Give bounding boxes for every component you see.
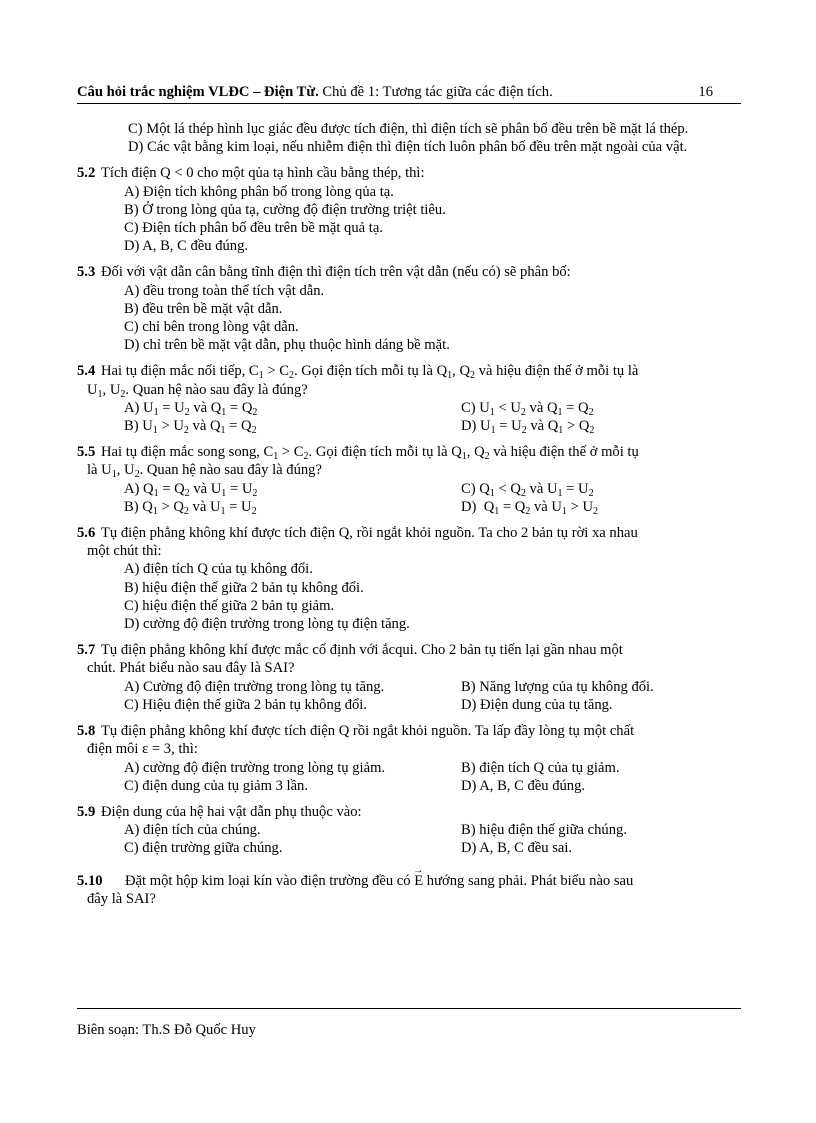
- option-c: C) điện dung của tụ giảm 3 lần.: [124, 777, 309, 794]
- question-5-8: [77, 722, 741, 795]
- question-text: Tụ điện phẳng không khí được tích điện Q rồi ngắt khỏi nguồn. Ta lấp đầy lòng tụ một chất: [101, 723, 635, 740]
- option-b: B) hiệu điện thế giữa 2 bản tụ không đổi.: [124, 579, 364, 596]
- option-d: D) A, B, C đều sai.: [461, 840, 573, 857]
- question-text: Tích điện Q < 0 cho một qủa tạ hình cầu bằng thép, thì:: [101, 165, 425, 182]
- option-c: C) Điện tích phân bố đều trên bề mặt quả tạ.: [124, 220, 383, 237]
- question-5-2: [77, 164, 741, 255]
- option-b: B) $Q_1 > Q_2$ và $U_1 = U_2$: [124, 498, 257, 517]
- question-text: Điện dung của hệ hai vật dẫn phụ thuộc vào:: [101, 803, 362, 820]
- question-number: 5.6: [77, 525, 96, 542]
- option-b: B) hiệu điện thế giữa chúng.: [461, 822, 627, 839]
- option-d: D) A, B, C đều đúng.: [124, 238, 249, 255]
- question-text: Tụ điện phẳng không khí được tích điện Q, rồi ngắt khỏi nguồn. Ta cho 2 bản tụ rời xa nhau: [101, 525, 638, 542]
- footer-rule: [77, 1008, 741, 1009]
- option-a: A) Cường độ điện trường trong lòng tụ tăng.: [124, 678, 385, 695]
- question-5-4: [77, 362, 741, 435]
- option-c: C) $Q_1 < Q_2$ và $U_1 = U_2$: [461, 480, 594, 499]
- question-5-6: [77, 524, 741, 633]
- option-d: D) Điện dung của tụ tăng.: [461, 696, 613, 713]
- page-content: [77, 120, 741, 908]
- header-title-rest: Chủ đề 1: Tương tác giữa các điện tích.: [318, 84, 553, 100]
- question-5-5: [77, 443, 741, 516]
- option-a: A) điện tích Q của tụ không đổi.: [124, 561, 313, 578]
- option-b: B) đều trên bề mặt vật dẫn.: [124, 300, 283, 317]
- header-rule: [77, 103, 741, 104]
- question-text: Hai tụ điện mắc nối tiếp, $C_1 > C_2$. Gọi điện tích mỗi tụ là $Q_1$, $Q_2$ và hiệu điện thế ở mỗi tụ là: [101, 363, 639, 382]
- option-c: C) chỉ bên trong lòng vật dẫn.: [124, 319, 299, 336]
- question-number: 5.8: [77, 723, 96, 740]
- question-text: [125, 872, 741, 890]
- question-5-3: [77, 263, 741, 354]
- page-footer: Biên soạn: Th.S Đỗ Quốc Huy: [77, 1022, 256, 1038]
- question-text-cont: một chút thì:: [87, 543, 162, 560]
- option-b: B) Năng lượng của tụ không đổi.: [461, 678, 654, 695]
- option-c: C) hiệu điện thế giữa 2 bản tụ giảm.: [124, 597, 335, 614]
- question-text-cont: $U_1$, $U_2$. Quan hệ nào sau đây là đúng?: [87, 381, 308, 400]
- question-5-7: [77, 641, 741, 714]
- question-number: 5.10: [77, 872, 103, 889]
- question-number: 5.4: [77, 363, 96, 380]
- header-title: [77, 84, 553, 101]
- option-d: D) $U_1 = U_2$ và $Q_1 > Q_2$: [461, 418, 595, 437]
- question-5-10: [77, 872, 741, 908]
- question-text-part: hướng sang phải. Phát biểu nào sau: [423, 872, 634, 889]
- vector-e: → E: [414, 872, 423, 890]
- option-b: B) điện tích Q của tụ giảm.: [461, 759, 620, 776]
- option-d: D) cường độ điện trường trong lòng tụ điện tăng.: [124, 616, 410, 633]
- option-c: C) điện trường giữa chúng.: [124, 840, 283, 857]
- question-text: Tụ điện phẳng không khí được mắc cố định với ắcqui. Cho 2 bản tụ tiến lại gần nhau một: [101, 642, 623, 659]
- continuation-option-d: D) Các vật bằng kim loại, nếu nhiễm điện thì điện tích luôn phân bố đều trên mặt ngoài của vật.: [128, 139, 688, 156]
- continuation-option-c: C) Một lá thép hình lục giác đều được tích điện, thì điện tích sẽ phân bố đều trên bề mặt lá thép.: [128, 121, 689, 137]
- option-a: A) Điện tích không phân bố trong lòng qủa tạ.: [124, 183, 394, 200]
- option-d: D) chỉ trên bề mặt vật dẫn, phụ thuộc hình dáng bề mặt.: [124, 337, 450, 354]
- question-number: 5.7: [77, 642, 96, 659]
- question-number: 5.3: [77, 264, 96, 281]
- page-number: 16: [698, 84, 713, 100]
- question-text: Đối với vật dẫn cân bằng tĩnh điện thì điện tích trên vật dẫn (nếu có) sẽ phân bố:: [101, 264, 571, 281]
- question-text-cont: chút. Phát biểu nào sau đây là SAI?: [87, 660, 295, 677]
- question-text-cont: điện môi ε = 3, thì:: [87, 741, 198, 758]
- page-header: [77, 84, 741, 104]
- option-b: B) $U_1 > U_2$ và $Q_1 = Q_2$: [124, 418, 257, 437]
- question-number: 5.2: [77, 165, 96, 182]
- question-text: Hai tụ điện mắc song song, $C_1 > C_2$. Gọi điện tích mỗi tụ là $Q_1$, $Q_2$ và hiệu điện thế ở mỗi tụ: [101, 444, 639, 463]
- option-c: C) $U_1 < U_2$ và $Q_1 = Q_2$: [461, 399, 594, 418]
- option-a: A) $Q_1 = Q_2$ và $U_1 = U_2$: [124, 480, 258, 499]
- question-number: 5.9: [77, 803, 96, 820]
- question-text-cont: là $U_1$, $U_2$. Quan hệ nào sau đây là đúng?: [87, 462, 322, 481]
- question-text-cont: đây là SAI?: [87, 890, 156, 907]
- option-b: B) Ở trong lòng qủa tạ, cường độ điện trường triệt tiêu.: [124, 201, 446, 218]
- option-a: A) đều trong toàn thể tích vật dẫn.: [124, 282, 325, 299]
- option-a: A) $U_1 = U_2$ và $Q_1 = Q_2$: [124, 399, 258, 418]
- option-d: D) $Q_1 = Q_2$ và $U_1 > U_2$: [461, 498, 599, 517]
- option-c: C) Hiệu điện thế giữa 2 bản tụ không đổi.: [124, 696, 367, 713]
- option-a: A) điện tích của chúng.: [124, 822, 261, 839]
- question-5-9: [77, 803, 741, 858]
- option-a: A) cường độ điện trường trong lòng tụ giảm.: [124, 759, 386, 776]
- question-text-part: Đặt một hộp kim loại kín vào điện trường đều có: [125, 872, 415, 889]
- header-title-bold: Câu hỏi trắc nghiệm VLĐC – Điện Từ.: [77, 84, 319, 100]
- option-d: D) A, B, C đều đúng.: [461, 777, 586, 794]
- question-number: 5.5: [77, 444, 96, 461]
